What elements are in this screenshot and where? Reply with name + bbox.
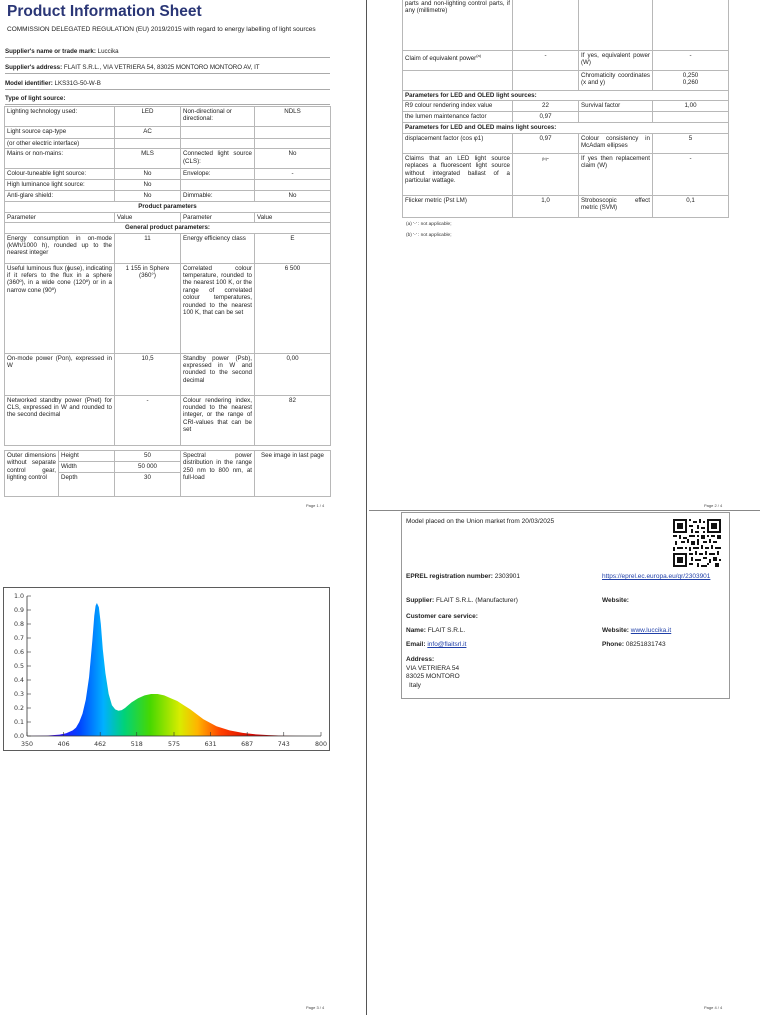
replace-value: - xyxy=(653,153,729,195)
table-row xyxy=(5,191,331,202)
phone-row xyxy=(602,641,666,650)
footnote-a: (a) '-' : not applicable; xyxy=(406,222,452,227)
customer-care-label xyxy=(406,613,478,622)
x-tick-label: 575 xyxy=(167,741,181,748)
x-tick-label: 687 xyxy=(241,741,254,748)
dimensions-table xyxy=(4,450,331,497)
cri-label: Colour rendering index, rounded to the nearest integer, or the range of CRI-values that can be set xyxy=(181,395,255,445)
page-title: Product Information Sheet xyxy=(7,3,202,20)
table-row xyxy=(403,0,729,51)
spd-value: See image in last page xyxy=(255,451,331,497)
depth-value: 30 xyxy=(115,473,181,497)
claims-dash: - xyxy=(546,154,549,162)
flicker-value: 1,0 xyxy=(513,195,579,217)
x-tick-label: 518 xyxy=(130,741,143,748)
high-lum-value: No xyxy=(115,180,181,191)
survival-value: 1,00 xyxy=(653,101,729,112)
chroma-y: 0,260 xyxy=(682,79,699,87)
chroma-label: Chromaticity coordinates (x and y) xyxy=(579,71,653,91)
equiv-power-label: If yes, equivalent power (W) xyxy=(579,51,653,71)
nondirectional-label: Non-directional or directional: xyxy=(181,107,255,127)
x-tick-label: 350 xyxy=(20,741,34,748)
r9-value: 22 xyxy=(513,101,579,112)
onmode-label: On-mode power (Pon), expressed in W xyxy=(5,353,115,395)
y-tick-label: 0.6 xyxy=(13,649,24,656)
y-tick-label: 0.1 xyxy=(13,719,24,726)
address-line-3: Italy xyxy=(409,681,421,689)
y-tick-label: 0.9 xyxy=(13,607,24,614)
table-row xyxy=(5,169,331,180)
envelope-label: Envelope: xyxy=(181,169,255,180)
standby-label: Standby power (Psb), expressed in W and rounded to the second decimal xyxy=(181,353,255,395)
eff-class-label: Energy efficiency class xyxy=(181,233,255,263)
table-row xyxy=(403,153,729,195)
table-row xyxy=(5,233,331,263)
cls-label: Connected light source (CLS): xyxy=(181,149,255,169)
networked-value: - xyxy=(115,395,181,445)
address-label: Supplier's address: xyxy=(5,64,63,71)
table-row xyxy=(5,451,331,462)
equiv-claim-sup: (a) xyxy=(476,53,482,58)
claims-value xyxy=(513,153,579,195)
table-row xyxy=(403,51,729,71)
page2-table xyxy=(402,0,729,218)
x-tick-label: 631 xyxy=(204,741,217,748)
equiv-power-value: - xyxy=(653,51,729,71)
col-parameter: Parameter xyxy=(5,212,115,222)
page-number-3: Page 3 / 4 xyxy=(306,1005,325,1010)
y-tick-label: 0.8 xyxy=(13,621,24,628)
energy-value: 11 xyxy=(115,233,181,263)
customer-care-text: Customer care service: xyxy=(406,613,478,620)
product-parameters-header: Product parameters xyxy=(5,202,331,212)
eprel-label: EPREL registration number: xyxy=(406,573,493,580)
table-row xyxy=(5,202,331,212)
table-row xyxy=(403,123,729,133)
cap-type-value: AC xyxy=(115,127,181,139)
table-row xyxy=(403,112,729,123)
table-row xyxy=(5,127,331,139)
table-row xyxy=(5,139,331,149)
table-row xyxy=(5,180,331,191)
antiglare-label: Anti-glare shield: xyxy=(5,191,115,202)
replace-label: If yes then replacement claim (W) xyxy=(579,153,653,195)
mains-value: MLS xyxy=(115,149,181,169)
networked-label: Networked standby power (Pnet) for CLS, expressed in W and rounded to the second decimal xyxy=(5,395,115,445)
cls-value: No xyxy=(255,149,331,169)
stroboscopic-label: Stroboscopic effect metric (SVM) xyxy=(579,195,653,217)
y-tick-label: 0.3 xyxy=(13,691,24,698)
care-website-label: Website: xyxy=(602,627,629,634)
supplier-value-4: FLAIT S.R.L. (Manufacturer) xyxy=(435,597,518,604)
nondirectional-value: NDLS xyxy=(255,107,331,127)
equiv-claim-text: Claim of equivalent power xyxy=(405,55,477,63)
supplier-row xyxy=(5,46,330,58)
address-label-4: Address: xyxy=(406,656,435,663)
colour-tuneable-value: No xyxy=(115,169,181,180)
page-divider-vertical xyxy=(366,0,367,1015)
width-label: Width xyxy=(59,462,115,473)
displacement-value: 0,97 xyxy=(513,133,579,153)
care-website-row xyxy=(602,627,671,636)
page-number-4: Page 4 / 4 xyxy=(704,1005,723,1010)
y-tick-label: 0.0 xyxy=(13,733,24,740)
type-label: Type of light source: xyxy=(5,95,66,102)
survival-label: Survival factor xyxy=(579,101,653,112)
mcadam-label: Colour consistency in McAdam ellipses xyxy=(579,133,653,153)
table-row xyxy=(5,353,331,395)
continued-dims-label: parts and non-lighting control parts, if any (millimetre) xyxy=(403,0,513,51)
model-row xyxy=(5,78,330,90)
phone-value: 08251831743 xyxy=(625,641,666,648)
table-row xyxy=(5,223,331,233)
energy-label: Energy consumption in on-mode (kWh/1000 h), rounded up to the nearest integer xyxy=(5,233,115,263)
address-block xyxy=(406,656,460,690)
table-row xyxy=(5,107,331,127)
table-row xyxy=(5,395,331,445)
equiv-claim-label xyxy=(403,51,513,71)
y-tick-label: 0.2 xyxy=(13,705,24,712)
table-row xyxy=(403,91,729,101)
x-tick-label: 406 xyxy=(57,741,70,748)
x-tick-label: 462 xyxy=(94,741,107,748)
cct-value: 6 500 xyxy=(255,263,331,353)
page-number-2: Page 2 / 4 xyxy=(704,503,723,508)
maint-label: the lumen maintenance factor xyxy=(403,112,513,123)
model-label: Model identifier: xyxy=(5,80,53,87)
displacement-label: displacement factor (cos φ1) xyxy=(403,133,513,153)
type-row xyxy=(5,93,330,105)
supplier-label: Supplier's name or trade mark: xyxy=(5,48,96,55)
stroboscopic-value: 0,1 xyxy=(653,195,729,217)
table-row xyxy=(5,149,331,169)
eprel-row xyxy=(406,573,520,582)
r9-label: R9 colour rendering index value xyxy=(403,101,513,112)
care-name-label: Name: xyxy=(406,627,426,634)
flux-label: Useful luminous flux (ɸuse), indicating if it refers to the flux in a sphere (360º), in a wide cone (120º) or in a narrow cone (90º) xyxy=(5,263,115,353)
table-row xyxy=(403,101,729,112)
spectral-distribution-chart xyxy=(3,587,330,751)
height-label: Height xyxy=(59,451,115,462)
table-row xyxy=(403,133,729,153)
spd-label: Spectral power distribution in the range 250 nm to 800 nm, at full-load xyxy=(181,451,255,497)
email-link[interactable]: info@flaitsrl.it xyxy=(427,641,467,648)
general-params-header: General product parameters: xyxy=(5,223,331,233)
col-value: Value xyxy=(115,212,181,222)
y-tick-label: 0.5 xyxy=(13,663,24,670)
address-line-1: VIA VETRIERA 54 xyxy=(406,664,460,672)
page-number-1: Page 1 / 4 xyxy=(306,503,325,508)
table-row xyxy=(5,263,331,353)
maint-value: 0,97 xyxy=(513,112,579,123)
col-value-2: Value xyxy=(255,212,331,222)
y-tick-label: 0.4 xyxy=(13,677,24,684)
cri-value: 82 xyxy=(255,395,331,445)
mains-label: Mains or non-mains: xyxy=(5,149,115,169)
cap-type-label: Light source cap-type xyxy=(5,127,115,139)
lighting-tech-label: Lighting technology used: xyxy=(5,107,115,127)
x-tick-label: 800 xyxy=(314,741,328,748)
care-name-row xyxy=(406,627,465,636)
regulation-text: COMMISSION DELEGATED REGULATION (EU) 2019/2015 with regard to energy labelling of light sources xyxy=(7,26,316,33)
onmode-value: 10,5 xyxy=(115,353,181,395)
equiv-claim-value: - xyxy=(513,51,579,71)
x-tick-label: 743 xyxy=(277,741,290,748)
envelope-value: - xyxy=(255,169,331,180)
email-row xyxy=(406,641,466,650)
lighting-tech-value: LED xyxy=(115,107,181,127)
height-value: 50 xyxy=(115,451,181,462)
address-line-2: 83025 MONTORO xyxy=(406,673,460,680)
website-label-text: Website: xyxy=(602,597,629,604)
supplier-label-4: Supplier: xyxy=(406,597,435,604)
width-value: 50 000 xyxy=(115,462,181,473)
chroma-x: 0,250 xyxy=(682,72,699,79)
flux-value: 1 155 in Sphere (360°) xyxy=(115,263,181,353)
care-website-link[interactable]: www.luccika.it xyxy=(630,627,672,634)
care-name-value: FLAIT S.R.L. xyxy=(427,627,466,634)
led-oled-header: Parameters for LED and OLED light sources: xyxy=(403,91,729,101)
website-label xyxy=(602,597,629,606)
claims-sup: (b) xyxy=(542,155,547,161)
table-row xyxy=(403,195,729,217)
led-oled-mains-header: Parameters for LED and OLED mains light sources: xyxy=(403,123,729,133)
mcadam-value: 5 xyxy=(653,133,729,153)
chroma-values xyxy=(653,71,729,91)
flicker-label: Flicker metric (Pst LM) xyxy=(403,195,513,217)
footnote-b: (b) '-' : not applicable; xyxy=(406,233,452,238)
placed-label: Model placed on the Union market from 20/03/2025 xyxy=(406,518,555,525)
cap-type-sub: (or other electric interface) xyxy=(5,139,115,149)
supplier-row-4 xyxy=(406,597,518,606)
claims-label: Claims that an LED light source replaces a fluorescent light source without integrated ballast of a particular wattage. xyxy=(403,153,513,195)
qr-code-icon xyxy=(673,519,721,567)
standby-value: 0,00 xyxy=(255,353,331,395)
table-row xyxy=(5,212,331,222)
table-row xyxy=(403,71,729,91)
col-parameter-2: Parameter xyxy=(181,212,255,222)
address-row xyxy=(5,62,330,74)
eff-class-value: E xyxy=(255,233,331,263)
cct-label: Correlated colour temperature, rounded to the nearest 100 K, or the range of correlated colour temperatures, rounded to the nearest 100 K, that can be set xyxy=(181,263,255,353)
dims-label: Outer dimensions without separate control gear, lighting control xyxy=(5,451,59,497)
high-lum-label: High luminance light source: xyxy=(5,180,115,191)
y-tick-label: 1.0 xyxy=(13,593,24,600)
eprel-link[interactable]: https://eprel.ec.europa.eu/qr/2303901 xyxy=(602,573,711,580)
phone-label: Phone: xyxy=(602,641,625,648)
page-divider-horizontal xyxy=(369,510,760,511)
model-value: LKS31G-50-W-B xyxy=(54,80,101,87)
depth-label: Depth xyxy=(59,473,115,497)
address-value: FLAIT S.R.L., VIA VETRIERA 54, 83025 MONTORO MONTORO AV, IT xyxy=(63,64,260,71)
colour-tuneable-label: Colour-tuneable light source: xyxy=(5,169,115,180)
supplier-value: Luccika xyxy=(97,48,119,55)
email-label: Email: xyxy=(406,641,426,648)
dimmable-label: Dimmable: xyxy=(181,191,255,202)
light-source-table xyxy=(4,106,331,446)
dimmable-value: No xyxy=(255,191,331,202)
antiglare-value: No xyxy=(115,191,181,202)
eprel-value: 2303901 xyxy=(494,573,521,580)
y-tick-label: 0.7 xyxy=(13,635,24,642)
